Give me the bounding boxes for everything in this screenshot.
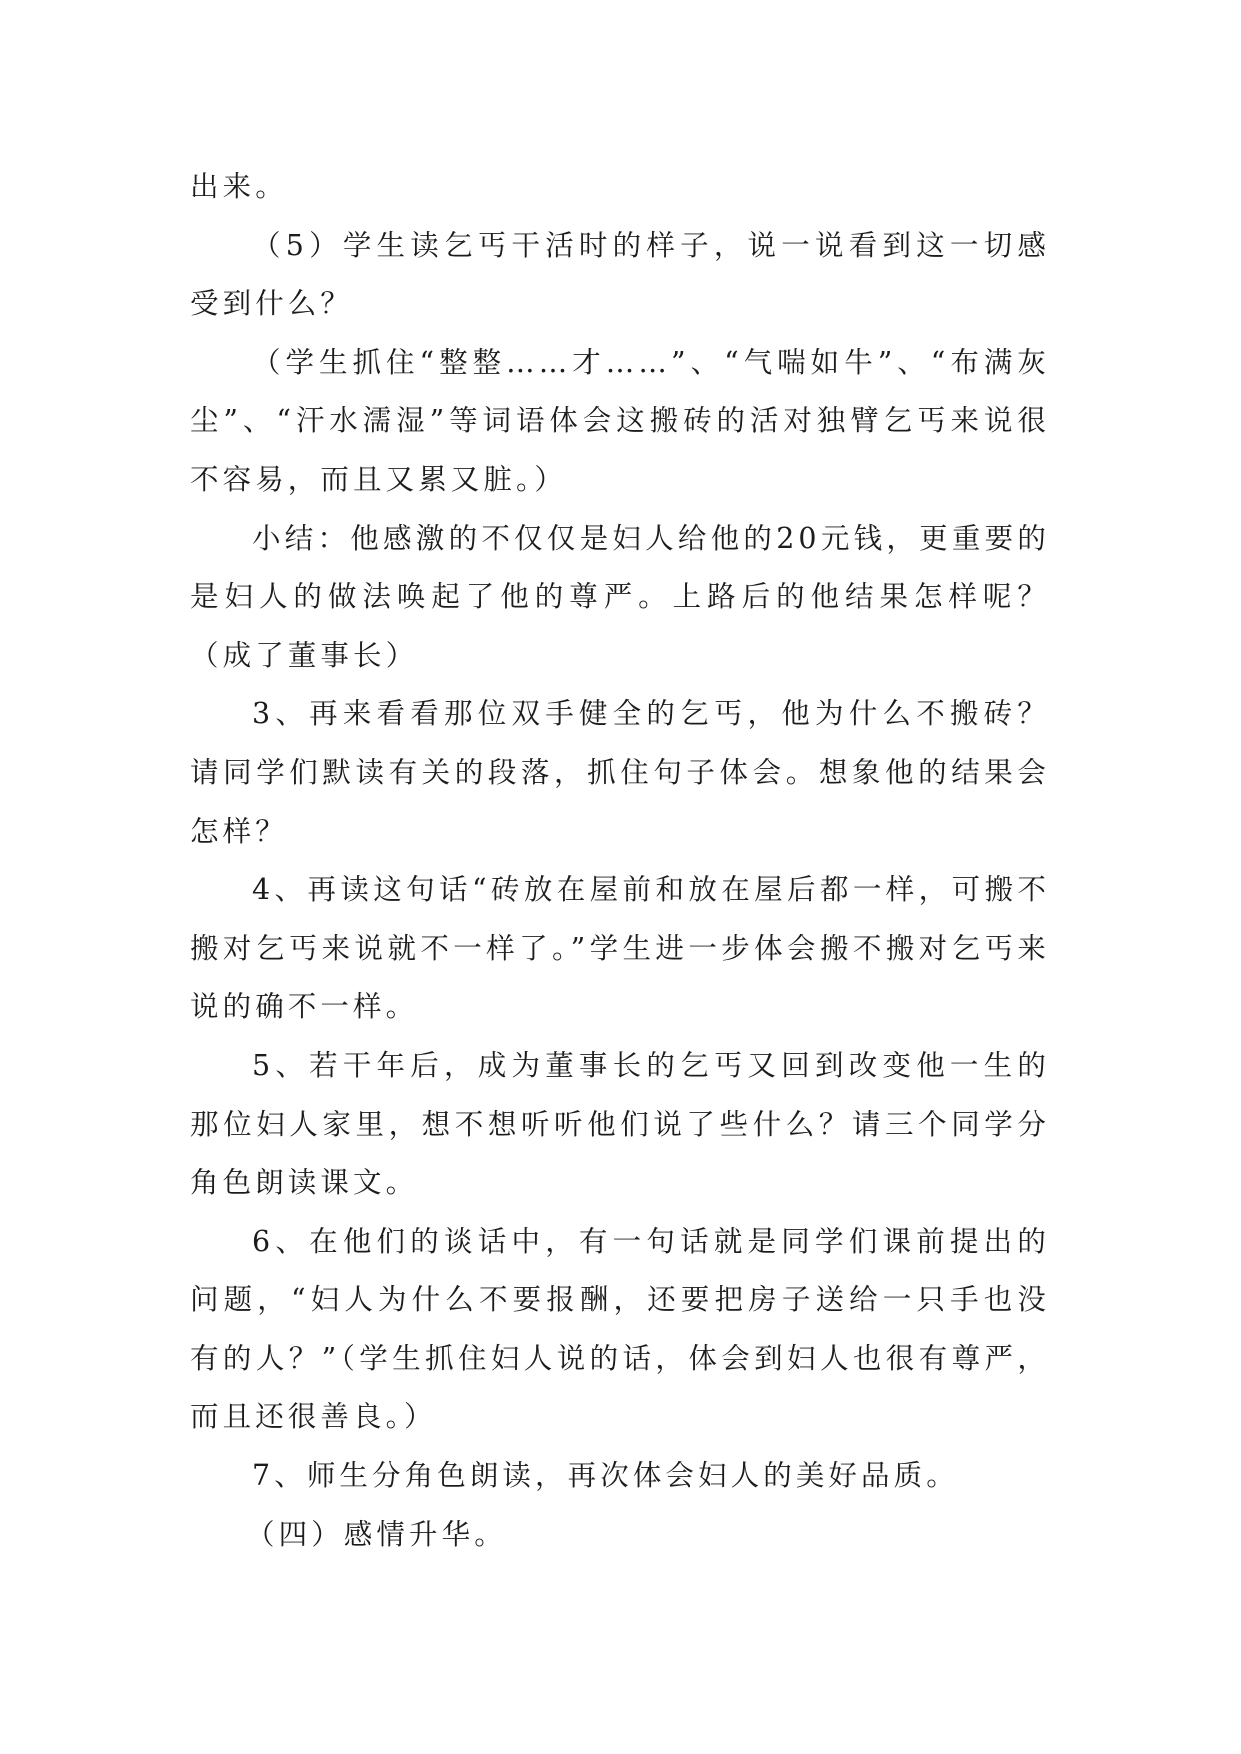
document-body (190, 158, 1050, 1564)
paragraph-item-3: 3、再来看看那位双手健全的乞丐，他为什么不搬砖？请同学们默读有关的段落，抓住句子体会。想象他的结果会怎样？ (190, 697, 1050, 848)
paragraph-step-5-reading: （5）学生读乞丐干活时的样子，说一说看到这一切感受到什么？ (190, 228, 1050, 321)
paragraph-item-7: 7、师生分角色朗读，再次体会妇人的美好品质。 (252, 1459, 959, 1493)
section-heading-4: （四）感情升华。 (246, 1517, 507, 1551)
paragraph-item-6: 6、在他们的谈话中，有一句话就是同学们课前提出的问题，“妇人为什么不要报酬，还要把房子送给一只手也没有的人？”（学生抓住妇人说的话，体会到妇人也很有尊严，而且还很善良。） (190, 1224, 1050, 1434)
paragraph-item-4: 4、再读这句话“砖放在屋前和放在屋后都一样，可搬不搬对乞丐来说就不一样了。”学生进一步体会搬不搬对乞丐来说的确不一样。 (190, 873, 1050, 1024)
paragraph-student-notes: （学生抓住“整整……才……”、“气喘如牛”、“布满灰尘”、“汗水濡湿”等词语体会这搬砖的活对独臂乞丐来说很不容易，而且又累又脏。） (190, 345, 1050, 496)
paragraph-continuation: 出来。 (190, 170, 288, 203)
paragraph-summary: 小结：他感激的不仅仅是妇人给他的20元钱，更重要的是妇人的做法唤起了他的尊严。上路后的他结果怎样呢？（成了董事长） (190, 521, 1050, 672)
paragraph-item-5: 5、若干年后，成为董事长的乞丐又回到改变他一生的那位妇人家里，想不想听听他们说了些什么？请三个同学分角色朗读课文。 (190, 1048, 1050, 1200)
